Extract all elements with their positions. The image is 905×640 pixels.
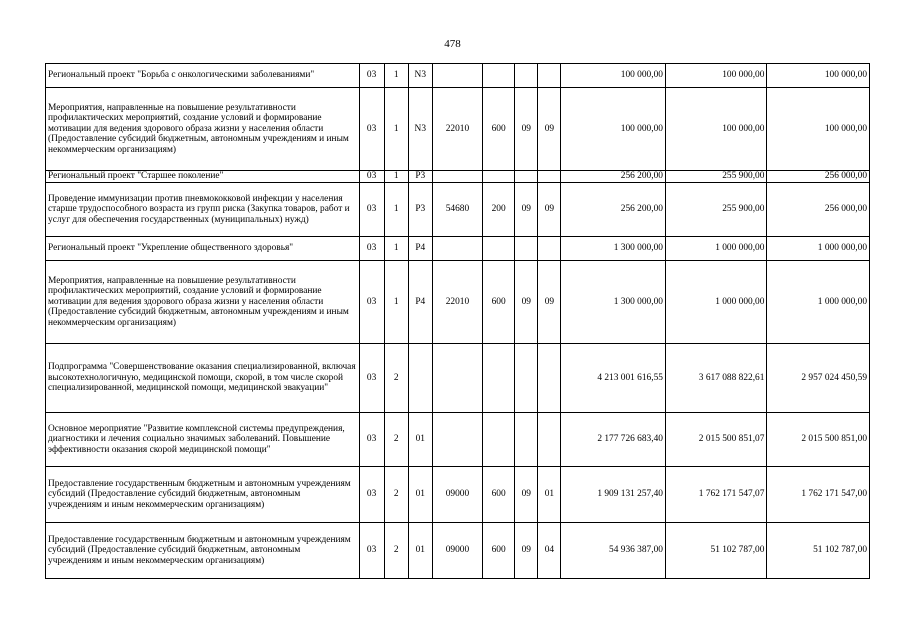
table-body [46,64,870,579]
expense-type-cell: 600 [483,467,515,523]
expense-type-cell [483,237,515,261]
expense-type-cell [483,413,515,467]
amount-year3-cell: 100 000,00 [767,64,870,88]
amount-year3-cell: 1 000 000,00 [767,261,870,344]
amount-year3-cell: 1 762 171 547,00 [767,467,870,523]
subprogram-cell: 2 [384,523,408,579]
amount-year3-cell: 2 957 024 450,59 [767,344,870,413]
code-cell: 09000 [432,467,482,523]
subsection-cell [538,344,561,413]
subsection-cell: 09 [538,183,561,237]
code-cell [432,237,482,261]
amount-year2-cell: 255 900,00 [665,171,766,183]
expense-type-cell [483,171,515,183]
direction-cell: 01 [408,523,432,579]
program-cell: 03 [359,467,384,523]
subprogram-cell: 1 [384,261,408,344]
amount-year2-cell: 100 000,00 [665,88,766,171]
program-cell: 03 [359,64,384,88]
section-cell [515,344,538,413]
amount-year2-cell: 3 617 088 822,61 [665,344,766,413]
program-cell: 03 [359,344,384,413]
amount-year2-cell: 1 000 000,00 [665,237,766,261]
direction-cell: N3 [408,88,432,171]
subsection-cell: 01 [538,467,561,523]
amount-year3-cell: 256 000,00 [767,183,870,237]
name-cell: Мероприятия, направленные на повышение результативности профилактических мероприятий, создание условий и формирование мотивации для ведения здорового образа жизни у населения области (Предоставление субсидий бюджетным, автономным учреждениям и иным некоммерческим организациям) [46,88,360,171]
subsection-cell: 09 [538,88,561,171]
expense-type-cell [483,64,515,88]
subprogram-cell: 2 [384,467,408,523]
amount-year1-cell: 100 000,00 [561,64,666,88]
name-cell: Региональный проект "Борьба с онкологическими заболеваниями" [46,64,360,88]
name-cell: Региональный проект "Укрепление общественного здоровья" [46,237,360,261]
table-row [46,344,870,413]
amount-year1-cell: 1 300 000,00 [561,261,666,344]
amount-year2-cell: 255 900,00 [665,183,766,237]
amount-year2-cell: 100 000,00 [665,64,766,88]
subprogram-cell: 2 [384,344,408,413]
program-cell: 03 [359,413,384,467]
expense-type-cell: 600 [483,88,515,171]
program-cell: 03 [359,183,384,237]
amount-year2-cell: 1 000 000,00 [665,261,766,344]
section-cell [515,64,538,88]
amount-year1-cell: 1 909 131 257,40 [561,467,666,523]
direction-cell: N3 [408,64,432,88]
amount-year3-cell: 2 015 500 851,00 [767,413,870,467]
code-cell [432,64,482,88]
table-row [46,523,870,579]
section-cell: 09 [515,183,538,237]
subprogram-cell: 1 [384,183,408,237]
expense-type-cell [483,344,515,413]
budget-table [45,63,870,579]
amount-year1-cell: 100 000,00 [561,88,666,171]
name-cell: Предоставление государственным бюджетным и автономным учреждениям субсидий (Предоставление субсидий бюджетным, автономным учреждениям и иным некоммерческим организациям) [46,523,360,579]
amount-year3-cell: 256 000,00 [767,171,870,183]
code-cell: 22010 [432,88,482,171]
table-row [46,64,870,88]
name-cell: Основное мероприятие "Развитие комплексной системы предупреждения, диагностики и лечения социально значимых заболеваний. Повышение эффективности оказания скорой медицинской помощи" [46,413,360,467]
section-cell: 09 [515,261,538,344]
amount-year2-cell: 51 102 787,00 [665,523,766,579]
name-cell: Мероприятия, направленные на повышение результативности профилактических мероприятий, создание условий и формирование мотивации для ведения здорового образа жизни у населения области (Предоставление субсидий бюджетным, автономным учреждениям и иным некоммерческим организациям) [46,261,360,344]
program-cell: 03 [359,523,384,579]
table-row [46,183,870,237]
code-cell [432,413,482,467]
section-cell: 09 [515,467,538,523]
section-cell [515,237,538,261]
program-cell: 03 [359,88,384,171]
table-row [46,88,870,171]
program-cell: 03 [359,171,384,183]
subsection-cell [538,413,561,467]
expense-type-cell: 200 [483,183,515,237]
direction-cell: 01 [408,413,432,467]
amount-year1-cell: 4 213 001 616,55 [561,344,666,413]
table-row [46,467,870,523]
name-cell: Проведение иммунизации против пневмококковой инфекции у населения старше трудоспособного возраста из групп риска (Закупка товаров, работ и услуг для обеспечения государственных (муниципальных) нужд) [46,183,360,237]
direction-cell: P4 [408,237,432,261]
amount-year3-cell: 100 000,00 [767,88,870,171]
table-row [46,237,870,261]
section-cell: 09 [515,88,538,171]
subprogram-cell: 1 [384,88,408,171]
table-row [46,261,870,344]
amount-year2-cell: 2 015 500 851,07 [665,413,766,467]
section-cell: 09 [515,523,538,579]
code-cell: 09000 [432,523,482,579]
code-cell: 22010 [432,261,482,344]
amount-year1-cell: 1 300 000,00 [561,237,666,261]
amount-year3-cell: 1 000 000,00 [767,237,870,261]
section-cell [515,171,538,183]
expense-type-cell: 600 [483,261,515,344]
name-cell: Региональный проект "Старшее поколение" [46,171,360,183]
name-cell: Предоставление государственным бюджетным и автономным учреждениям субсидий (Предоставление субсидий бюджетным, автономным учреждениям и иным некоммерческим организациям) [46,467,360,523]
expense-type-cell: 600 [483,523,515,579]
subsection-cell [538,237,561,261]
code-cell: 54680 [432,183,482,237]
code-cell [432,171,482,183]
subprogram-cell: 2 [384,413,408,467]
subprogram-cell: 1 [384,64,408,88]
name-cell: Подпрограмма "Совершенствование оказания специализированной, включая высокотехнологичную, медицинской помощи, скорой, в том числе скорой специализированной, медицинской помощи, медицинской эвакуации" [46,344,360,413]
subsection-cell [538,171,561,183]
subsection-cell: 09 [538,261,561,344]
subsection-cell [538,64,561,88]
direction-cell: P3 [408,171,432,183]
subsection-cell: 04 [538,523,561,579]
direction-cell: P4 [408,261,432,344]
direction-cell: 01 [408,467,432,523]
table-row [46,413,870,467]
direction-cell [408,344,432,413]
table-row [46,171,870,183]
amount-year1-cell: 54 936 387,00 [561,523,666,579]
program-cell: 03 [359,261,384,344]
code-cell [432,344,482,413]
amount-year2-cell: 1 762 171 547,07 [665,467,766,523]
amount-year1-cell: 256 200,00 [561,183,666,237]
subprogram-cell: 1 [384,237,408,261]
amount-year1-cell: 2 177 726 683,40 [561,413,666,467]
subprogram-cell: 1 [384,171,408,183]
section-cell [515,413,538,467]
amount-year3-cell: 51 102 787,00 [767,523,870,579]
amount-year1-cell: 256 200,00 [561,171,666,183]
program-cell: 03 [359,237,384,261]
page-number: 478 [444,38,461,50]
direction-cell: P3 [408,183,432,237]
